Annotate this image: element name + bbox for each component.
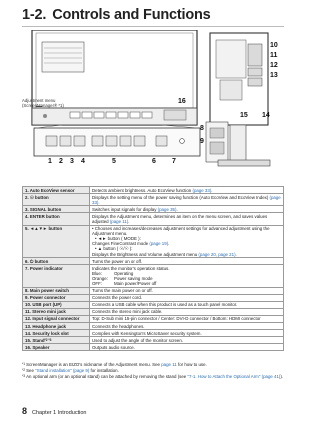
- page-link[interactable]: (page 35): [157, 206, 177, 212]
- control-name: Auto EcoView sensor: [29, 187, 75, 193]
- callout-11: 11: [270, 52, 278, 59]
- footnote-mark: *3: [22, 373, 26, 378]
- status-line: [92, 281, 281, 286]
- description-line: [92, 195, 281, 205]
- row-number: 3.: [25, 206, 30, 212]
- status-value: Main power/Power off: [114, 281, 157, 286]
- table-row: [23, 315, 284, 322]
- title-divider: [22, 26, 284, 27]
- control-name-cell: [23, 258, 90, 265]
- footnote-mark: *1: [22, 362, 26, 366]
- period: .: [235, 251, 237, 257]
- description-text: • Chooses and increases/decreases adjustment settings for advanced adjustment using the Adjustment menu.: [92, 226, 270, 237]
- row-number: 10.: [25, 302, 33, 308]
- row-number: 1.: [25, 187, 30, 193]
- footnote-mark: *2: [22, 367, 26, 372]
- control-name: ENTER button: [29, 213, 60, 219]
- callout-15: 15: [240, 112, 248, 119]
- footnote: [22, 368, 284, 373]
- table-row: [23, 337, 284, 344]
- table-row: [23, 206, 284, 213]
- control-name-cell: [23, 225, 90, 258]
- description-text: Connects the power cord.: [92, 295, 143, 301]
- description-line: [92, 338, 281, 343]
- description-text: Connects a USB cable when this product is used as a touch panel monitor.: [92, 302, 238, 308]
- period: .: [168, 241, 170, 247]
- description-cell: [90, 330, 284, 337]
- row-number: 12.: [25, 316, 33, 322]
- footnote-text: An optional arm (or an optional stand) can be attached by removing the stand (see: [26, 373, 188, 379]
- control-name: USB port (UP): [32, 302, 62, 308]
- table-row: [23, 287, 284, 294]
- control-name: Power connector: [29, 295, 66, 301]
- page-link[interactable]: "Stand installation" (page 9): [35, 367, 90, 373]
- description-cell: [90, 344, 284, 351]
- page-footer: [22, 406, 86, 416]
- footnote-tail: for how to use.: [176, 362, 207, 367]
- description-text: Turns the main power on or off.: [92, 288, 153, 294]
- control-name: SIGNAL button: [29, 206, 62, 212]
- description-text: Displays the Brightness and Volume adjustment menu: [92, 251, 199, 257]
- row-number: 5.: [25, 226, 30, 232]
- control-name-cell: [23, 337, 90, 344]
- row-number: 2.: [25, 194, 30, 200]
- footnote: [22, 362, 284, 367]
- description-line: [92, 324, 281, 329]
- control-name-cell: [23, 344, 90, 351]
- control-icon: ☉: [29, 194, 36, 200]
- page-link[interactable]: (page 33): [92, 194, 281, 205]
- period: .: [176, 206, 178, 212]
- control-name: button: [35, 194, 49, 200]
- control-icon: ◄▲▼►: [29, 226, 49, 232]
- callout-13: 13: [270, 72, 278, 79]
- adjustment-menu-label: Adjustment menu *1): [22, 98, 64, 108]
- control-name-cell: [23, 206, 90, 213]
- control-name-cell: [23, 301, 90, 308]
- callout-4: 4: [81, 158, 85, 165]
- page-link[interactable]: (page 11): [109, 218, 129, 224]
- control-name-cell: [23, 294, 90, 301]
- description-text: Complies with Kensington's MicroSaver security system.: [92, 330, 202, 336]
- description-cell: [90, 323, 284, 330]
- footnote-tail: ).: [280, 373, 284, 379]
- description-cell: [90, 301, 284, 308]
- controls-table: [22, 186, 284, 351]
- description-cell: [90, 206, 284, 213]
- row-number: 9.: [25, 295, 30, 301]
- page-link[interactable]: (page 20, page 21): [198, 251, 236, 257]
- description-cell: [90, 194, 284, 206]
- description-line: [92, 316, 281, 321]
- section-number: 1-2.: [22, 7, 47, 23]
- table-row: [23, 187, 284, 194]
- callout-16: 16: [178, 98, 186, 105]
- control-name-cell: [23, 323, 90, 330]
- table-row: [23, 330, 284, 337]
- table-row: [23, 258, 284, 265]
- period: .: [98, 199, 100, 205]
- description-cell: [90, 294, 284, 301]
- table-row: [23, 308, 284, 315]
- footnote-text: ScreenManager is an EIZO's nickname of the Adjustment menu. See: [26, 362, 162, 367]
- description-line: [92, 259, 281, 264]
- table-row: [23, 265, 284, 287]
- control-name: Security lock slot: [32, 330, 69, 336]
- description-text: Outputs audio source.: [92, 344, 135, 350]
- section-title: [22, 7, 211, 23]
- callout-1: 1: [48, 158, 52, 165]
- page-link[interactable]: (page 33): [192, 187, 212, 193]
- control-name-cell: [23, 187, 90, 194]
- table-row: [23, 344, 284, 351]
- description-cell: [90, 187, 284, 194]
- status-value: Power saving mode: [114, 275, 153, 281]
- callout-line: [36, 106, 42, 107]
- table-row: [23, 294, 284, 301]
- callout-3: 3: [70, 158, 74, 165]
- row-number: 15.: [25, 337, 33, 343]
- description-line: [92, 207, 281, 212]
- callout-7: 7: [172, 158, 176, 165]
- description-text: Used to adjust the angle of the monitor screen.: [92, 337, 184, 343]
- table-row: [23, 194, 284, 206]
- row-number: 14.: [25, 330, 33, 336]
- control-name-cell: [23, 330, 90, 337]
- callout-8: 8: [200, 125, 204, 132]
- row-number: 7.: [25, 265, 30, 271]
- control-name-cell: [23, 308, 90, 315]
- description-text: Turns the power on or off.: [92, 258, 143, 264]
- control-name: Input signal connector: [32, 316, 80, 322]
- description-cell: [90, 258, 284, 265]
- description-line: [92, 188, 281, 193]
- status-value: Operating: [114, 270, 134, 276]
- description-text: Displays the setting menu of the power saving function (Auto EcoView and EcoView Index): [92, 194, 270, 200]
- description-cell: [90, 265, 284, 287]
- description-text: Connects the stereo mini jack cable.: [92, 309, 163, 315]
- control-name: button: [34, 258, 49, 264]
- page-link[interactable]: "7-1. How to Attach the Optional Arm" (page 41): [187, 373, 281, 379]
- footnotes: [22, 362, 284, 380]
- description-line: [92, 288, 281, 293]
- footnote-ref: *2 *3: [44, 337, 52, 342]
- description-cell: [90, 225, 284, 258]
- table-row: [23, 225, 284, 258]
- control-name: Stand: [32, 337, 45, 343]
- control-name: Stereo mini jack: [32, 309, 66, 315]
- description-text: • ▲ button ( ☉/☉ ):: [95, 246, 133, 252]
- description-line: [92, 252, 281, 257]
- page-number: 8: [22, 406, 28, 416]
- description-line: [92, 345, 281, 350]
- description-cell: [90, 213, 284, 225]
- callout-14: 14: [262, 112, 270, 119]
- description-text: • ◄► button ( MODE ):: [95, 236, 141, 242]
- footnote-text: See: [26, 367, 36, 373]
- description-cell: [90, 315, 284, 322]
- chapter-label: Chapter 1 Introduction: [32, 410, 87, 416]
- table-row: [23, 323, 284, 330]
- monitor-diagram: [22, 30, 284, 180]
- description-text: Switches input signals for display: [92, 206, 158, 212]
- callout-12: 12: [270, 62, 278, 69]
- callout-9: 9: [200, 138, 204, 145]
- control-name-cell: [23, 315, 90, 322]
- description-line: [92, 295, 281, 300]
- control-icon: ⏻: [29, 258, 35, 264]
- control-name-cell: [23, 213, 90, 225]
- row-number: 4.: [25, 213, 30, 219]
- row-number: 11.: [25, 309, 33, 315]
- description-text: Displays the Adjustment menu, determines an item on the menu screen, and saves values adjusted: [92, 213, 268, 224]
- control-name-cell: [23, 287, 90, 294]
- description-cell: [90, 308, 284, 315]
- control-name-cell: [23, 194, 90, 206]
- control-name: Power indicator: [29, 265, 63, 271]
- footnote: [22, 374, 284, 379]
- status-key: OFF:: [92, 281, 102, 286]
- status-key: Blue:: [92, 270, 103, 276]
- description-text: Changes FineContrast mode: [92, 241, 150, 247]
- description-text: Indicates the monitor's operation status.: [92, 265, 170, 271]
- description-line: [92, 302, 281, 307]
- description-text: Detects ambient brightness. Auto EcoView function: [92, 187, 193, 193]
- page-link[interactable]: (page 19): [149, 241, 169, 247]
- footnote-tail: for installation.: [89, 367, 119, 373]
- description-cell: [90, 337, 284, 344]
- control-name: button: [48, 226, 63, 232]
- control-name-cell: [23, 265, 90, 287]
- row-number: 13.: [25, 323, 33, 329]
- callout-6: 6: [152, 158, 156, 165]
- row-number: 16.: [25, 344, 33, 350]
- callout-10: 10: [270, 42, 278, 49]
- period: .: [128, 218, 130, 224]
- description-line: [92, 309, 281, 314]
- table-row: [23, 213, 284, 225]
- callout-5: 5: [112, 158, 116, 165]
- control-name: Speaker: [32, 344, 50, 350]
- description-cell: [90, 287, 284, 294]
- page-link[interactable]: page 11: [161, 362, 177, 367]
- description-text: Top: D-Sub mini 15-pin connector / Center: DVI-D connector / Bottom: HDMI connector: [92, 316, 261, 322]
- description-line: [92, 331, 281, 336]
- callout-2: 2: [59, 158, 63, 165]
- description-line: [92, 214, 281, 224]
- period: .: [211, 187, 213, 193]
- row-number: 8.: [25, 288, 30, 294]
- row-number: 6.: [25, 258, 30, 264]
- section-title-text: Controls and Functions: [52, 7, 211, 23]
- control-name: Headphone jack: [32, 323, 66, 329]
- control-name: Main power switch: [29, 288, 69, 294]
- description-text: Connects the headphones.: [92, 323, 145, 329]
- table-row: [23, 301, 284, 308]
- description-line: [92, 226, 281, 236]
- status-key: Orange:: [92, 275, 108, 281]
